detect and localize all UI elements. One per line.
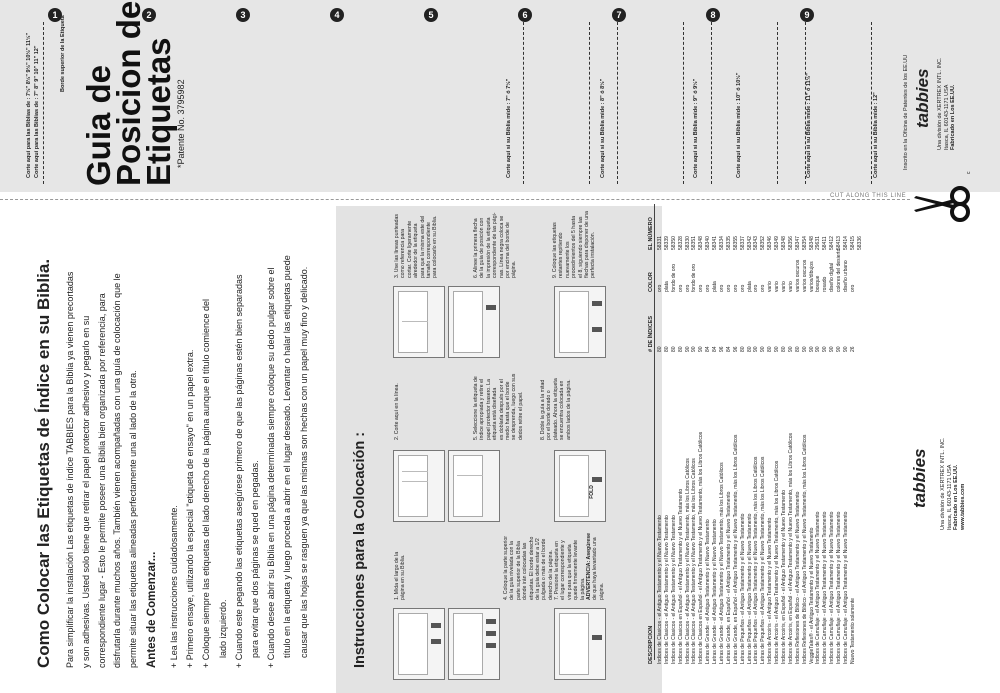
table-cell-num: 90	[684, 346, 691, 352]
table-cell-color: oro	[849, 284, 856, 292]
table-cell-desc: Letras de Pequeños - el Antiguo Testamento y el Nuevo Testamento, más los Libros Católicos	[760, 456, 767, 664]
table-cell-color: diseño digital	[829, 262, 836, 292]
table-cell-num: 80	[794, 346, 801, 352]
table-cell-color: vario	[787, 281, 794, 292]
table-cell-num: 90	[787, 346, 794, 352]
product-table	[657, 204, 864, 664]
placement-guide-strip	[0, 0, 1000, 192]
table-cell-color: bosque	[815, 275, 822, 292]
table-cell-num: 90	[808, 346, 815, 352]
cut-label: Corte aquí si su Biblia mide : 8" ó 8½"	[600, 78, 606, 178]
table-row	[767, 204, 774, 664]
step-illustration-1	[393, 608, 445, 680]
step-3-text: 3. Use las líneas punteadas como referencia para cortar. Corte ligeramente alrededor de la etiqueta para que la misma este del tamaño correspondiente para colocarlo en su Biblia.	[394, 213, 439, 278]
table-cell-desc: Letras de Grande - el Antiguo Testamento y el Nuevo Testamento	[712, 519, 719, 664]
table-cell-color: plata	[712, 281, 719, 292]
table-cell-desc: Letras de Pequeños - el Antiguo Testamento y el Nuevo Testamento, más los Libros Católicos	[753, 456, 760, 664]
table-cell-numero: 58328	[677, 236, 684, 250]
table-cell-color: vario	[774, 281, 781, 292]
table-cell-color: oro	[739, 284, 746, 292]
cut-label: Corte aquí para las Biblias de : 7½" 8½" 9½" 10½" 11½"	[26, 32, 32, 178]
table-cell-numero: 58351	[691, 236, 698, 250]
step-6-text: 6. Alinee la primera flecha de la guía de posición con la impresión de la etiqueta correspondiente de las pági- nas. Línea negra coloca se por encima del borde de página.	[473, 212, 518, 278]
table-cell-numero: 58348	[781, 236, 788, 250]
table-cell-color: oro	[719, 284, 726, 292]
footer-brand-logo: tabbies	[910, 448, 929, 508]
table-row	[712, 204, 719, 664]
cut-line	[711, 22, 712, 184]
table-cell-numero: 58334	[719, 236, 726, 250]
tab-number-9: 9	[800, 8, 814, 22]
table-cell-numero: 58342	[746, 236, 753, 250]
cut-label: Corte aquí si su Biblia mide : 9" ó 9½"	[693, 78, 699, 178]
table-cell-num: 80	[663, 346, 670, 352]
table-cell-numero: 58335	[725, 236, 732, 250]
table-cell-num: 90	[822, 346, 829, 352]
table-row	[843, 204, 850, 664]
step-illustration-6	[448, 286, 500, 358]
table-cell-num: 84	[705, 346, 712, 352]
table-header-rule	[654, 204, 655, 660]
table-row	[671, 204, 678, 664]
table-cell-numero: 58339	[663, 236, 670, 250]
cut-line	[871, 22, 872, 184]
patent-number: *Patente No. 3795982	[176, 79, 186, 168]
table-cell-color: oro	[725, 284, 732, 292]
table-cell-numero: 58349	[774, 236, 781, 250]
table-cell-num: 90	[843, 346, 850, 352]
antes-heading: Antes de Comenzar...	[146, 551, 158, 668]
inscrito-note: Inscrito en la Oficina de Patentes de los EE.UU	[903, 54, 909, 170]
table-cell-desc: Letras de Grande, en Español - el Antiguo Testamento y el Nuevo Testamento, más los Libros Católicos	[732, 434, 739, 664]
table-cell-numero: 58346	[767, 236, 774, 250]
cut-line	[683, 22, 684, 184]
tab-number-5: 5	[424, 8, 438, 22]
tab-number-1: 1	[48, 8, 62, 22]
table-cell-numero: 58331	[657, 236, 663, 250]
cut-line	[589, 22, 590, 184]
table-row	[685, 204, 692, 664]
table-cell-desc: Indices Reflexiones de Bíblico - el Antiguo Testamento y el Nuevo Testamento, más los Libros Católicos	[801, 434, 808, 664]
table-cell-color: plata	[746, 281, 753, 292]
tab-number-4: 4	[330, 8, 344, 22]
table-cell-color: oro	[684, 284, 691, 292]
cut-line	[43, 22, 44, 184]
step-2-text: 2. Corte aquí en la línea.	[394, 383, 400, 440]
table-row	[678, 204, 685, 664]
table-row	[753, 204, 760, 664]
table-row	[705, 204, 712, 664]
step-illustration-8: FOLD	[554, 450, 606, 522]
table-cell-desc: Indices Reflexiones de Bíblico - el Antiguo Testamento y el Nuevo Testamento	[794, 491, 801, 664]
table-cell-desc: Indices de Arcoiris - el Antiguo Testamento y el Nuevo Testamento, más los Libros Católicos	[774, 460, 781, 664]
table-cell-num: 84	[712, 346, 719, 352]
table-cell-desc: Indices de Clasicos - el Antiguo Testamento y el Nuevo Testamento, más los Libros Católicos	[684, 458, 691, 664]
table-cell-numero: 58354	[801, 236, 808, 250]
table-cell-num: 80	[657, 346, 663, 352]
table-row	[747, 204, 754, 664]
table-cell-color: fondo de oro	[691, 263, 698, 292]
brand-address: Una división de XERTREX INTL. INC. Itasca, IL 60143-1171 USA Fabricado en Los EE.UU.	[937, 57, 956, 150]
table-cell-desc: Nuevo Testamento solamente	[849, 597, 856, 664]
table-cell-num: 90	[801, 346, 808, 352]
table-row	[664, 204, 671, 664]
table-row	[733, 204, 740, 664]
table-cell-num: 84	[725, 346, 732, 352]
step-1-text: 1. Mida el largo de la página en su Biblia.	[394, 551, 407, 600]
table-cell-color: oro	[657, 284, 663, 292]
table-row	[822, 204, 829, 664]
table-cell-color: fondo de oro	[670, 263, 677, 292]
table-cell-numero: 58337	[739, 236, 746, 250]
table-cell-numero: 58350	[670, 236, 677, 250]
table-cell-color: oro	[698, 284, 705, 292]
table-cell-desc: Indices de Arcoiris, en Español - el Antiguo Testamento y el Nuevo Testamento	[781, 489, 788, 664]
table-cell-numero: 58336	[856, 236, 863, 250]
table-cell-desc: Indices de Clasicos en Español - el Antiguo Testamento y el Nuevo Testamento	[677, 488, 684, 664]
table-row	[740, 204, 747, 664]
step-7-text: 7. Presione la etiqueta en el lugar correspondiente y vire para que la etiqueta quede firmemente levante la página. ADVERTENCIA: Asegúrese de que haya levantado una página.	[554, 533, 605, 600]
table-row	[719, 204, 726, 664]
table-row	[857, 204, 864, 664]
table-cell-num: 90	[815, 346, 822, 352]
table-row	[774, 204, 781, 664]
table-cell-color: plata	[663, 281, 670, 292]
table-cell-num: 26	[849, 346, 856, 352]
step-4-text: 4. Coloque la parte superior de la guía nivelada con la parte superior de la Biblia donde irán colocadas las etiquetas. El borde derecho de la guía debe estar a 1/2 pulgada o más de el borde derecho de la página.	[503, 535, 554, 600]
table-row	[726, 204, 733, 664]
table-row	[795, 204, 802, 664]
cut-label: Borde superior de la Etiqueta	[60, 15, 66, 92]
table-cell-desc: Indices de Clasicos - el Antiguo Testamento y el Nuevo Testamento, más los Libros Católicos	[691, 458, 698, 664]
table-cell-desc: Indices de Camuflaje - el Antiguo Testamento y el Nuevo Testamento	[815, 511, 822, 664]
cut-label: Corte aquí si su Biblia mide : 12"	[873, 92, 879, 178]
table-cell-num: 90	[753, 346, 760, 352]
table-cell-num: 90	[760, 346, 767, 352]
tab-number-2: 2	[142, 8, 156, 22]
table-cell-desc: Letras de Pequeños - el Antiguo Testamento y el Nuevo Testamento	[739, 513, 746, 664]
step-9-text: 9. Coloque las etiquetas restantes repitiendo nuevamente los procedimientos del 5 hasta el 8, siguiendo siempre las flechas para disponer de una perfecta instalación.	[552, 211, 597, 278]
table-cell-numero: 58413	[836, 236, 843, 250]
table-row	[809, 204, 816, 664]
step-8-text: 8. Doble la guía a la mitad por el borde dorado o plateado. Ahora la etiqueta se encuentra colocada en ambos lados de la página.	[540, 378, 572, 440]
table-cell-color: vario	[781, 281, 788, 292]
intro-paragraph: Para simplificar la instalación Las etiquetas de índice TABBIES para la Biblia ya vienen precortadas y son adhesivas. Usted solo tiene que retirar el papel protector adhesivo y pegarlo en su correspondiente lugar - Esto le permite poseer una Biblia bien organizada por referencia, para disfrutarla durante muchos años. También vienen acompañadas con una guía de colocación que le permite situar las etiquetas alineadas perfectamente una al lado de la otra.	[65, 271, 139, 668]
table-cell-desc: Indices de Clasicos en Español - el Antiguo Testamento y el Nuevo Testamento, más los Libros Católicos	[698, 431, 705, 664]
table-row	[815, 204, 822, 664]
table-cell-numero: 58343	[753, 236, 760, 250]
table-row	[788, 204, 795, 664]
table-cell-desc: Letras de Grande, en Español - el Antiguo Testamento y el Nuevo Testamento	[725, 491, 732, 664]
table-cell-desc: VeggieTales® - el Antiguo Testamento y el Nuevo Testamento	[808, 527, 815, 664]
table-cell-numero: 58356	[787, 236, 794, 250]
table-cell-desc: Indices de Camuflaje - el Antiguo Testamento y el Nuevo Testamento	[843, 511, 850, 664]
table-cell-num: 80	[739, 346, 746, 352]
table-cell-desc: Indices de Clasicos - el Antiguo Testamento y el Nuevo Testamento	[657, 515, 663, 664]
step-illustration-2	[393, 450, 445, 522]
table-cell-numero: 58411	[822, 236, 829, 250]
table-cell-numero: 58330	[684, 236, 691, 250]
table-cell-desc: Indices de Arcoiris - el Antiguo Testamento y el Nuevo Testamento	[767, 517, 774, 664]
cut-line	[523, 22, 524, 184]
cut-label: Corte aquí para las Biblias de : 7" 8" 9" 10" 11" 12"	[34, 45, 40, 178]
table-row	[781, 204, 788, 664]
scissors-icon	[912, 186, 972, 222]
table-cell-numero: 58414	[843, 236, 850, 250]
table-cell-desc: Indices de Camuflaje - el Antiguo Testamento y el Nuevo Testamento	[836, 511, 843, 664]
table-cell-desc: Letras de Grande - el Antiguo Testamento y el Nuevo Testamento, más los Libros Católicos	[719, 462, 726, 664]
table-cell-color: oro	[732, 284, 739, 292]
bullet-list: + Lea las instrucciones cuidadosamente. + Primero ensaye, utilizando la especial "etiqueta de ensayo" en un papel extra. + Coloque siempre las etiquetas del lado derecho de la página aunque el título comience del lado izquierdo. + Cuando este pegando las etiquetas asegúrese primero de que las páginas estén bien separadas para evitar que dos páginas se qued en pegadas. + Cuando desee abrir su Biblia en una página determinada siempre coloque su dedo pulgar sobre el título en la etiqueta y luego proceda a abrir en el lugar deseado. Levantar o halar las etiquetas puede causar que las hojas se rasguen ya que las mismas son hechas con un papel muy fino y delicado.	[169, 255, 309, 668]
table-cell-num: 80	[746, 346, 753, 352]
table-cell-numero: 58348	[808, 236, 815, 250]
table-cell-numero: 58415	[849, 236, 856, 250]
table-cell-desc: Indices de Arcoiris, en Español - el Antiguo Testamento y el Nuevo Testamento, más los Libros Católicos	[787, 432, 794, 664]
table-cell-num: 96	[719, 346, 726, 352]
cut-line	[617, 22, 618, 184]
cut-line	[777, 22, 778, 184]
tab-number-3: 3	[236, 8, 250, 22]
table-row	[850, 204, 857, 664]
table-cell-num: 80	[670, 346, 677, 352]
table-cell-color: vario	[767, 281, 774, 292]
table-row	[829, 204, 836, 664]
step-illustration-5	[448, 450, 500, 522]
tab-number-7: 7	[612, 8, 626, 22]
step-5-text: 5. Seleccione la etiqueta de índice apropiada y retire el papel protector trasero. La etiqueta está diseñada es doblarla después por el medio hasta que el borde se desprenda, luego con sus dedos retire el papel.	[473, 373, 524, 440]
table-cell-desc: Indices de Clasicos - el Antiguo Testamento y el Nuevo Testamento	[663, 515, 670, 664]
table-row	[698, 204, 705, 664]
table-cell-num: 80	[767, 346, 774, 352]
step-illustration-7	[554, 608, 606, 680]
table-cell-numero: 58340	[705, 236, 712, 250]
table-row	[657, 204, 664, 664]
brand-logo: tabbies	[913, 68, 932, 128]
table-cell-num: 90	[774, 346, 781, 352]
table-cell-color: diseño urbano	[843, 260, 850, 292]
table-cell-num: 90	[698, 346, 705, 352]
step-illustration-4	[448, 608, 500, 680]
step-illustration-9	[554, 286, 606, 358]
table-cell-desc: Indices de Clasicos - el Antiguo Testamento y el Nuevo Testamento	[670, 515, 677, 664]
cut-along-line	[0, 199, 910, 200]
table-cell-num: 80	[677, 346, 684, 352]
table-cell-num: 80	[781, 346, 788, 352]
table-cell-numero: 58348	[698, 236, 705, 250]
tab-number-8: 8	[706, 8, 720, 22]
guide-title: Guia de Posicion de Etiquetas	[80, 0, 177, 186]
table-row	[802, 204, 809, 664]
table-cell-color: rosado	[822, 276, 829, 292]
table-row	[760, 204, 767, 664]
table-cell-numero: 58355	[732, 236, 739, 250]
table-cell-numero: 58347	[794, 236, 801, 250]
table-cell-numero: 29631	[815, 236, 822, 250]
table-cell-color: oro	[753, 284, 760, 292]
cut-label: Corte aquí si su Biblia mide : 10" ó 10½"	[736, 72, 742, 178]
table-cell-desc: Letras de Grande - el Antiguo Testamento y el Nuevo Testamento	[705, 519, 712, 664]
table-cell-color: oro	[760, 284, 767, 292]
table-cell-num: 96	[732, 346, 739, 352]
table-cell-num: 90	[836, 346, 843, 352]
table-cell-color: varios oscuros	[794, 259, 801, 292]
cut-label: Corte aquí si su Biblia mide : 7" ó 7½"	[506, 78, 512, 178]
footer-address: Una división de XERTREX INTL. INC. Itasca, IL 60143-1171 USA Fabricado en Los EE.UU. www.tabbies.com	[940, 437, 966, 530]
cut-label: Corte aquí si su Biblia mide : 11" ó 11½"	[806, 73, 812, 178]
table-cell-color: varios oscuros	[801, 259, 808, 292]
copyright-mark: c	[966, 171, 972, 174]
table-cell-numero: 58352	[760, 236, 767, 250]
table-cell-desc: Letras de Pequeños - el Antiguo Testamento y el Nuevo Testamento	[746, 513, 753, 664]
table-cell-numero: 58341	[712, 236, 719, 250]
table-cell-color: varios/dibujos	[808, 261, 815, 292]
table-cell-desc: Indices de Camuflaje - el Antiguo Testamento y el Nuevo Testamento	[829, 511, 836, 664]
table-cell-desc: Indices de Camuflaje - el Antiguo Testamento y el Nuevo Testamento	[822, 511, 829, 664]
step-illustration-3	[393, 286, 445, 358]
table-row	[691, 204, 698, 664]
table-row	[836, 204, 843, 664]
tab-number-6: 6	[518, 8, 532, 22]
table-cell-numero: 58412	[829, 236, 836, 250]
table-cell-color: oro	[705, 284, 712, 292]
table-cell-color: colores del desierto	[836, 248, 843, 292]
cut-along-label: CUT ALONG THIS LINE	[830, 193, 907, 199]
table-cell-num: 90	[829, 346, 836, 352]
table-cell-num: 90	[691, 346, 698, 352]
main-heading: Como Colocar las Etiquetas de Índice en su Biblia.	[34, 258, 53, 668]
instructions-heading: Instrucciones para la Colocación :	[352, 431, 368, 668]
table-cell-color: oro	[677, 284, 684, 292]
